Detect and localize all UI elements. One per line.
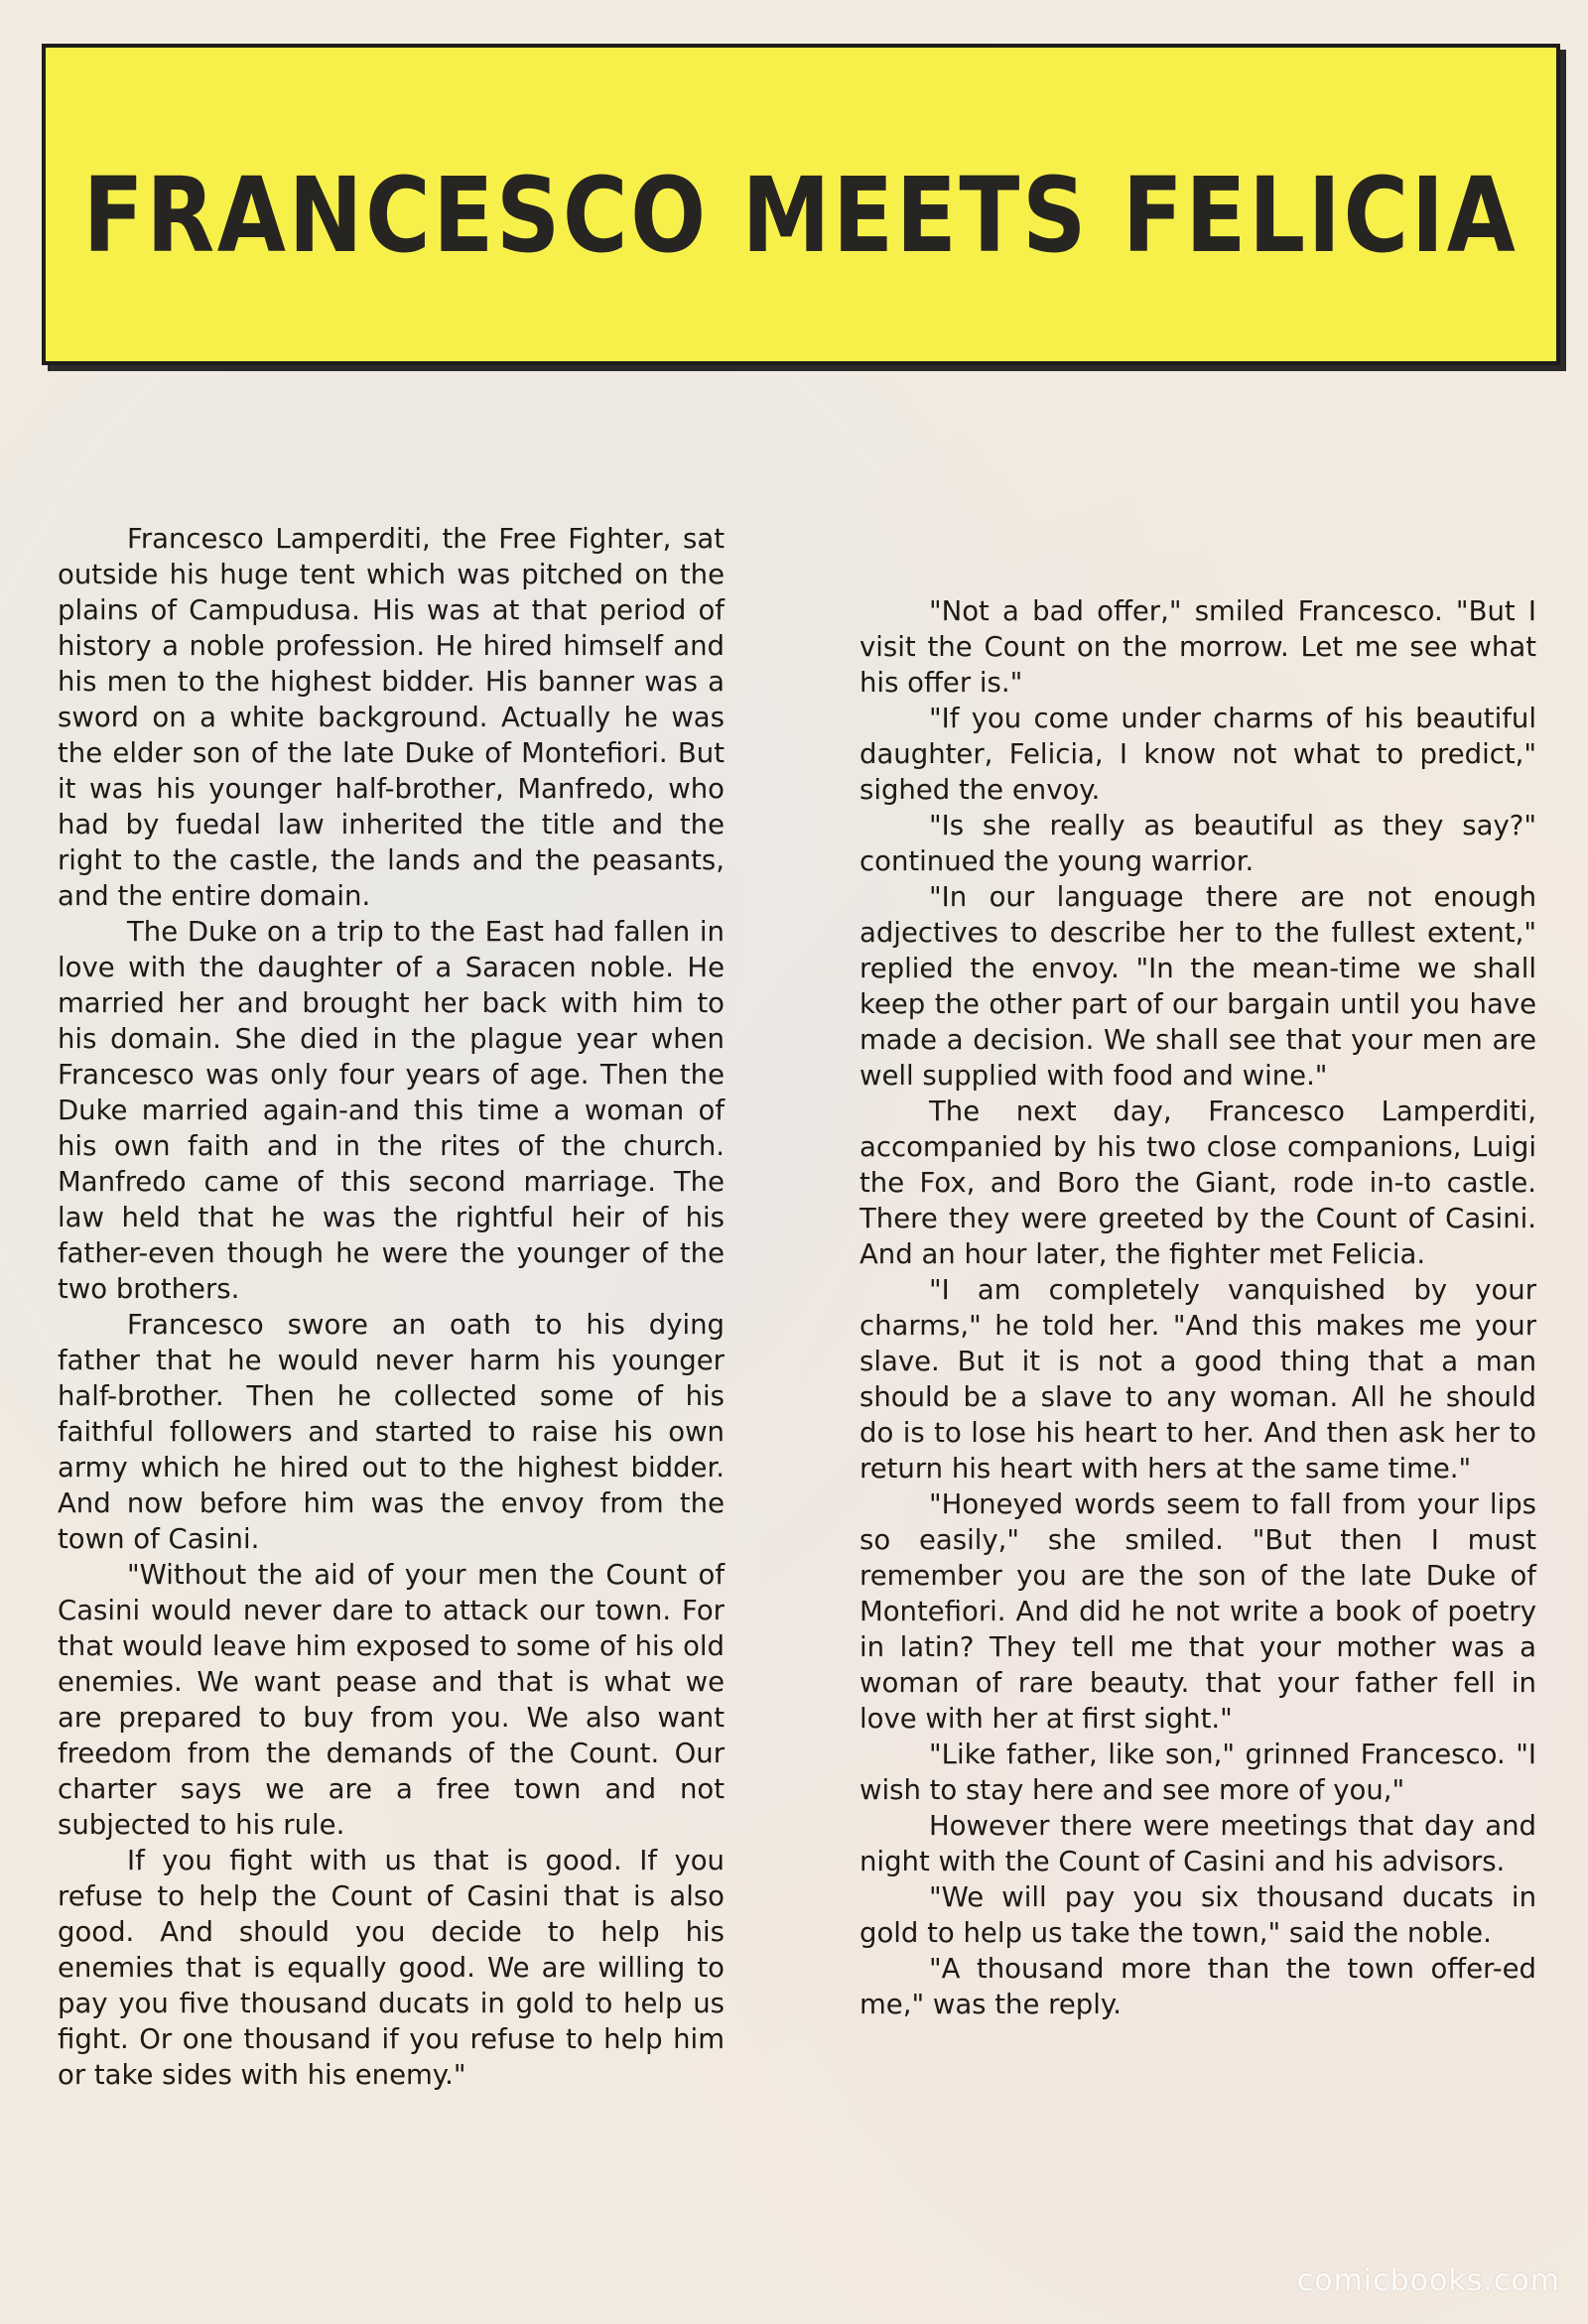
title-banner <box>42 44 1560 365</box>
page-title: FRANCESCO MEETS FELICIA <box>83 155 1519 276</box>
right-text-column <box>860 593 1536 2022</box>
paragraph: "Without the aid of your men the Count of Casini would never dare to attack our town. For that would leave him exposed to some of his old enemies. We want pease and that is what we are prepared to buy from you. We also want freedom from the demands of the Count. Our charter says we are a free town and not subjected to his rule. <box>58 1559 725 1841</box>
paragraph: "If you come under charms of his beautiful daughter, Felicia, I know not what to predict," sighed the envoy. <box>860 703 1536 806</box>
watermark: comicbooks.com <box>1296 2263 1560 2298</box>
paragraph: The next day, Francesco Lamperditi, accompanied by his two close companions, Luigi the Fox, and Boro the Giant, rode in-to castle. There they were greeted by the Count of Casini. And an hour later, the fighter met Felicia. <box>860 1096 1536 1270</box>
paragraph: "We will pay you six thousand ducats in gold to help us take the town," said the noble. <box>860 1881 1536 1949</box>
paragraph: "A thousand more than the town offer-ed me," was the reply. <box>860 1953 1536 2020</box>
paragraph: "Is she really as beautiful as they say?" continued the young warrior. <box>860 810 1536 877</box>
paragraph: However there were meetings that day and night with the Count of Casini and his advisors. <box>860 1810 1536 1877</box>
paragraph: "Honeyed words seem to fall from your lips so easily," she smiled. "But then I must remember you are the son of the late Duke of Montefiori. And did he not write a book of poetry in latin? They tell me that your mother was a woman of rare beauty. that your father fell in love with her at first sight." <box>860 1488 1536 1735</box>
paragraph: "In our language there are not enough adjectives to describe her to the fullest extent," replied the envoy. "In the mean-time we shall keep the other part of our bargain until you have made a decision. We shall see that your men are well supplied with food and wine." <box>860 881 1536 1092</box>
paragraph: If you fight with us that is good. If you refuse to help the Count of Casini that is also good. And should you decide to help his enemies that is equally good. We are willing to pay you five thousand ducats in gold to help us fight. Or one thousand if you refuse to help him or take sides with his enemy." <box>58 1845 725 2091</box>
paragraph: Francesco swore an oath to his dying father that he would never harm his younger half-brother. Then he collected some of his faithful followers and started to raise his own army which he hired out to the highest bidder. And now before him was the envoy from the town of Casini. <box>58 1309 725 1555</box>
paragraph: "Like father, like son," grinned Francesco. "I wish to stay here and see more of you," <box>860 1739 1536 1806</box>
paragraph: Francesco Lamperditi, the Free Fighter, sat outside his huge tent which was pitched on the plains of Campudusa. His was at that period of history a noble profession. He hired himself and his men to the highest bidder. His banner was a sword on a white background. Actually he was the elder son of the late Duke of Montefiori. But it was his younger half-brother, Manfredo, who had by fuedal law inherited the title and the right to the castle, the lands and the peasants, and the entire domain. <box>58 523 725 912</box>
left-text-column <box>58 521 725 2093</box>
paragraph: The Duke on a trip to the East had fallen in love with the daughter of a Saracen noble. He married her and brought her back with him to his domain. She died in the plague year when Francesco was only four years of age. Then the Duke married again-and this time a woman of his own faith and in the rites of the church. Manfredo came of this second marriage. The law held that he was the rightful heir of his father-even though he were the younger of the two brothers. <box>58 916 725 1305</box>
paragraph: "Not a bad offer," smiled Francesco. "But I visit the Count on the morrow. Let me see what his offer is." <box>860 595 1536 699</box>
paragraph: "I am completely vanquished by your charms," he told her. "And this makes me your slave. But it is not a good thing that a man should be a slave to any woman. All he should do is to lose his heart to her. And then ask her to return his heart with hers at the same time." <box>860 1274 1536 1485</box>
